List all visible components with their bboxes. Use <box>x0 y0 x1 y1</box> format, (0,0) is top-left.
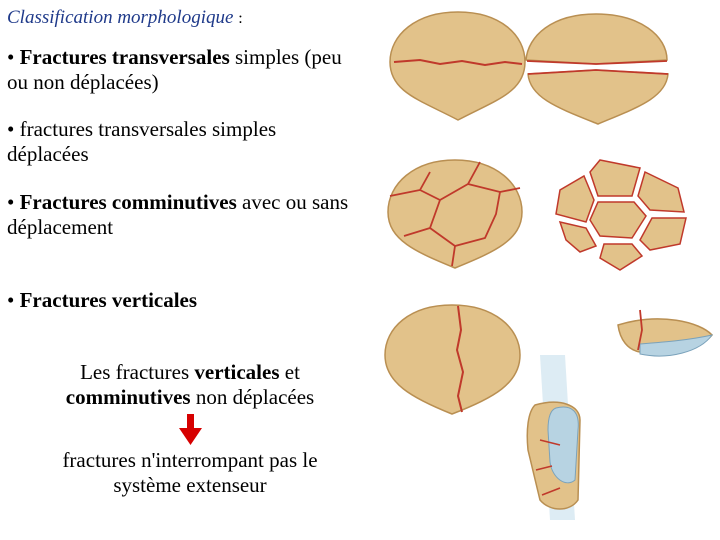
patella-vertical-axial <box>618 310 712 356</box>
bullet-mark: • <box>7 288 15 312</box>
slide-title-text: Classification morphologique <box>7 7 234 28</box>
note-mid: et <box>284 360 300 384</box>
note-bold-vertical: verticales <box>194 360 280 384</box>
note-suffix: non déplacées <box>195 385 315 409</box>
bullet-bold-text: Fractures transversales <box>19 45 230 69</box>
bullet-mark: • <box>7 117 15 141</box>
bullet-bold-text: Fractures comminutives <box>19 190 237 214</box>
patella-transverse-displaced <box>526 14 668 124</box>
patella-comminuted-nondisplaced <box>388 160 522 268</box>
bullet-text: fractures transversales simples déplacées <box>7 117 277 166</box>
bullet-mark: • <box>7 190 15 214</box>
patella-transverse-simple <box>390 12 525 120</box>
note-bold-comminuted: comminutives <box>65 385 191 409</box>
bullet-bold-text: Fractures verticales <box>19 288 198 312</box>
bullet-text: simples (peu ou non déplacées) <box>7 45 342 94</box>
note-prefix: Les fractures <box>80 360 190 384</box>
bullet-text: avec ou sans déplacement <box>7 190 349 239</box>
patella-lateral-with-tendon <box>527 355 580 520</box>
note-result <box>30 448 350 498</box>
note-result-text: fractures n'interrompant pas le système extenseur <box>62 448 318 497</box>
patella-comminuted-displaced <box>556 160 686 270</box>
bullet-mark: • <box>7 45 15 69</box>
slide-title-colon: : <box>238 10 243 27</box>
patella-vertical <box>385 305 520 414</box>
arrow-down-icon <box>179 414 202 445</box>
